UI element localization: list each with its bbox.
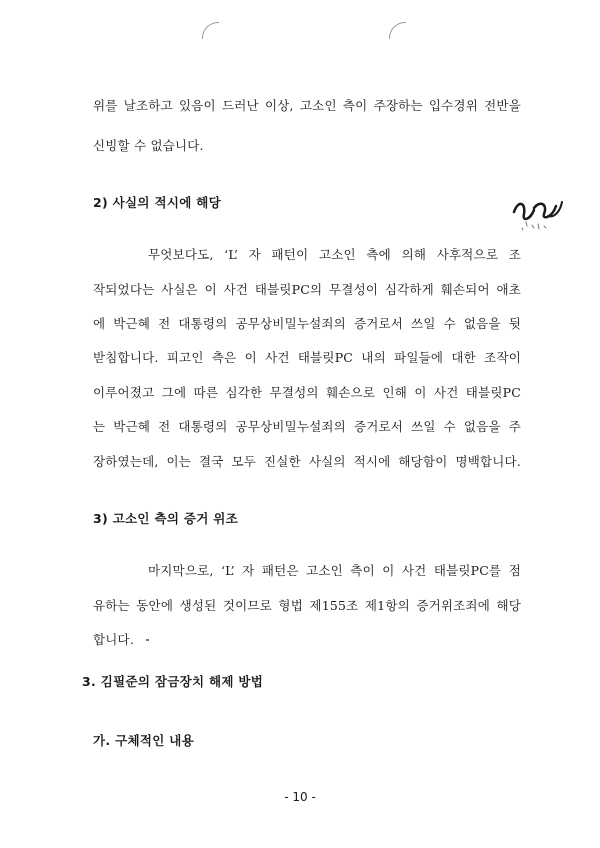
chapter-heading: 3. 김필준의 잠금장치 해제 방법 <box>82 674 264 689</box>
page-number: - 10 - <box>284 790 316 804</box>
body-line: 는 박근혜 전 대통령의 공무상비밀누설죄의 증거로서 쓰일 수 없음을 주 <box>93 419 521 434</box>
body-line: 신빙할 수 없습니다. <box>93 138 204 153</box>
section-heading: 2) 사실의 적시에 해당 <box>93 195 221 210</box>
body-line: 장하였는데, 이는 결국 모두 진실한 사실의 적시에 해당함이 명백합니다. <box>93 454 521 469</box>
signature-seal-icon <box>508 192 568 240</box>
body-line: 작되었다는 사실은 이 사건 태블릿PC의 무결성이 심각하게 훼손되어 애초 <box>93 282 521 297</box>
body-line: 유하는 동안에 생성된 것이므로 형법 제155조 제1항의 증거위조죄에 해당 <box>93 598 521 613</box>
body-line: 에 박근혜 전 대통령의 공무상비밀누설죄의 증거로서 쓰일 수 없음을 뒷 <box>93 316 521 331</box>
punch-hole-mark <box>202 22 219 39</box>
punch-hole-mark <box>389 22 406 39</box>
body-line: 마지막으로, ‘L’ 자 패턴은 고소인 측이 이 사건 태블릿PC를 점 <box>148 563 521 578</box>
body-line: 무엇보다도, ‘L’ 자 패턴이 고소인 측에 의해 사후적으로 조 <box>148 247 521 262</box>
body-line: 이루어졌고 그에 따른 심각한 무결성의 훼손으로 인해 이 사건 태블릿PC <box>93 385 521 400</box>
section-heading: 3) 고소인 측의 증거 위조 <box>93 511 238 526</box>
body-line: 받침합니다. 피고인 측은 이 사건 태블릿PC 내의 파일들에 대한 조작이 <box>93 350 521 365</box>
body-line: 위를 날조하고 있음이 드러난 이상, 고소인 측이 주장하는 입수경위 전반을 <box>93 98 521 113</box>
subchapter-heading: 가. 구체적인 내용 <box>93 733 194 748</box>
body-line: 합니다. <box>93 632 134 647</box>
scan-speck <box>146 639 149 641</box>
